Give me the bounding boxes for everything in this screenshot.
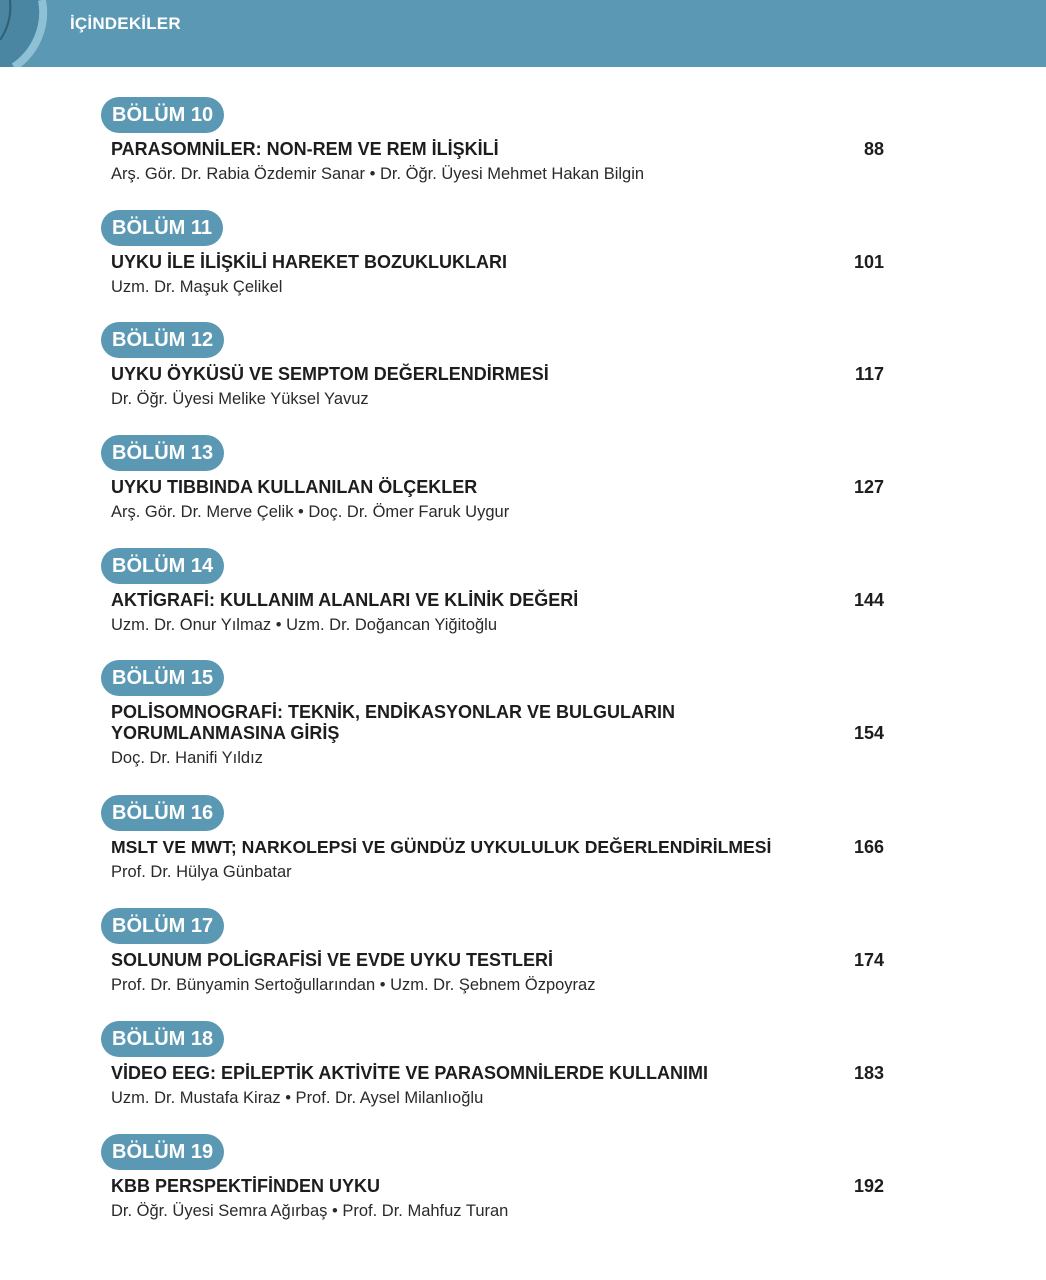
chapter-title: UYKU TIBBINDA KULLANILAN ÖLÇEKLER bbox=[111, 477, 478, 498]
chapter-title: UYKU İLE İLİŞKİLİ HAREKET BOZUKLUKLARI bbox=[111, 251, 507, 272]
toc-entry[interactable] bbox=[0, 321, 1046, 434]
page-number: 166 bbox=[853, 837, 884, 858]
toc-entry[interactable] bbox=[0, 907, 1046, 1020]
chapter-badge: BÖLÜM 14 bbox=[101, 548, 224, 584]
page-number: 127 bbox=[853, 477, 884, 498]
toc-entry[interactable] bbox=[0, 659, 1046, 794]
chapter-badge: BÖLÜM 13 bbox=[101, 435, 224, 471]
toc-list bbox=[0, 96, 1046, 1245]
page-number: 183 bbox=[853, 1062, 884, 1083]
chapter-badge: BÖLÜM 17 bbox=[101, 908, 224, 944]
chapter-title: UYKU ÖYKÜSÜ VE SEMPTOM DEĞERLENDİRMESİ bbox=[111, 364, 549, 385]
chapter-badge: BÖLÜM 10 bbox=[101, 97, 224, 133]
chapter-authors: Uzm. Dr. Maşuk Çelikel bbox=[111, 277, 283, 296]
chapter-badge: BÖLÜM 16 bbox=[101, 795, 224, 831]
header-band bbox=[0, 0, 1046, 67]
toc-entry[interactable] bbox=[0, 547, 1046, 660]
chapter-title: VİDEO EEG: EPİLEPTİK AKTİVİTE VE PARASOMNİLERDE KULLANIMI bbox=[111, 1062, 709, 1083]
chapter-badge: BÖLÜM 12 bbox=[101, 322, 224, 358]
chapter-authors: Dr. Öğr. Üyesi Melike Yüksel Yavuz bbox=[111, 390, 369, 409]
toc-entry[interactable] bbox=[0, 794, 1046, 907]
page-number: 144 bbox=[853, 589, 884, 610]
page-number: 174 bbox=[853, 950, 884, 971]
toc-entry[interactable] bbox=[0, 1133, 1046, 1246]
page-title: İÇİNDEKİLER bbox=[70, 14, 181, 33]
chapter-title: SOLUNUM POLİGRAFİSİ VE EVDE UYKU TESTLERİ bbox=[111, 950, 554, 971]
page-number: 101 bbox=[853, 251, 884, 272]
chapter-title: POLİSOMNOGRAFİ: TEKNİK, ENDİKASYONLAR VE BULGULARIN YORUMLANMASINA GİRİŞ bbox=[111, 702, 676, 744]
chapter-title: PARASOMNİLER: NON-REM VE REM İLİŞKİLİ bbox=[111, 139, 499, 159]
chapter-authors: Arş. Gör. Dr. Merve Çelik • Doç. Dr. Ömer Faruk Uygur bbox=[111, 503, 510, 522]
chapter-title: MSLT VE MWT; NARKOLEPSİ VE GÜNDÜZ UYKULULUK DEĞERLENDİRİLMESİ bbox=[111, 837, 772, 858]
page-number: 192 bbox=[853, 1175, 884, 1196]
chapter-title: KBB PERSPEKTİFİNDEN UYKU bbox=[111, 1175, 381, 1196]
chapter-badge: BÖLÜM 19 bbox=[101, 1134, 224, 1170]
chapter-badge: BÖLÜM 15 bbox=[101, 660, 224, 696]
chapter-title: AKTİGRAFİ: KULLANIM ALANLARI VE KLİNİK DEĞERİ bbox=[111, 589, 579, 610]
chapter-authors: Prof. Dr. Hülya Günbatar bbox=[111, 863, 292, 882]
page-number: 154 bbox=[853, 723, 884, 744]
toc-entry[interactable] bbox=[0, 1020, 1046, 1133]
chapter-authors: Arş. Gör. Dr. Rabia Özdemir Sanar • Dr. Öğr. Üyesi Mehmet Hakan Bilgin bbox=[111, 165, 645, 183]
chapter-badge: BÖLÜM 11 bbox=[101, 210, 223, 246]
toc-entry[interactable] bbox=[0, 209, 1046, 322]
chapter-authors: Uzm. Dr. Mustafa Kiraz • Prof. Dr. Aysel Milanlıoğlu bbox=[111, 1088, 484, 1107]
toc-entry[interactable] bbox=[0, 96, 1046, 209]
page-number: 117 bbox=[854, 364, 884, 385]
chapter-authors: Uzm. Dr. Onur Yılmaz • Uzm. Dr. Doğancan Yiğitoğlu bbox=[111, 615, 498, 634]
toc-entry[interactable] bbox=[0, 434, 1046, 547]
chapter-authors: Prof. Dr. Bünyamin Sertoğullarından • Uzm. Dr. Şebnem Özpoyraz bbox=[111, 976, 596, 995]
page-number: 88 bbox=[863, 139, 884, 159]
chapter-badge: BÖLÜM 18 bbox=[101, 1021, 224, 1057]
chapter-authors: Dr. Öğr. Üyesi Semra Ağırbaş • Prof. Dr. Mahfuz Turan bbox=[111, 1201, 509, 1220]
chapter-authors: Doç. Dr. Hanifi Yıldız bbox=[111, 749, 263, 768]
